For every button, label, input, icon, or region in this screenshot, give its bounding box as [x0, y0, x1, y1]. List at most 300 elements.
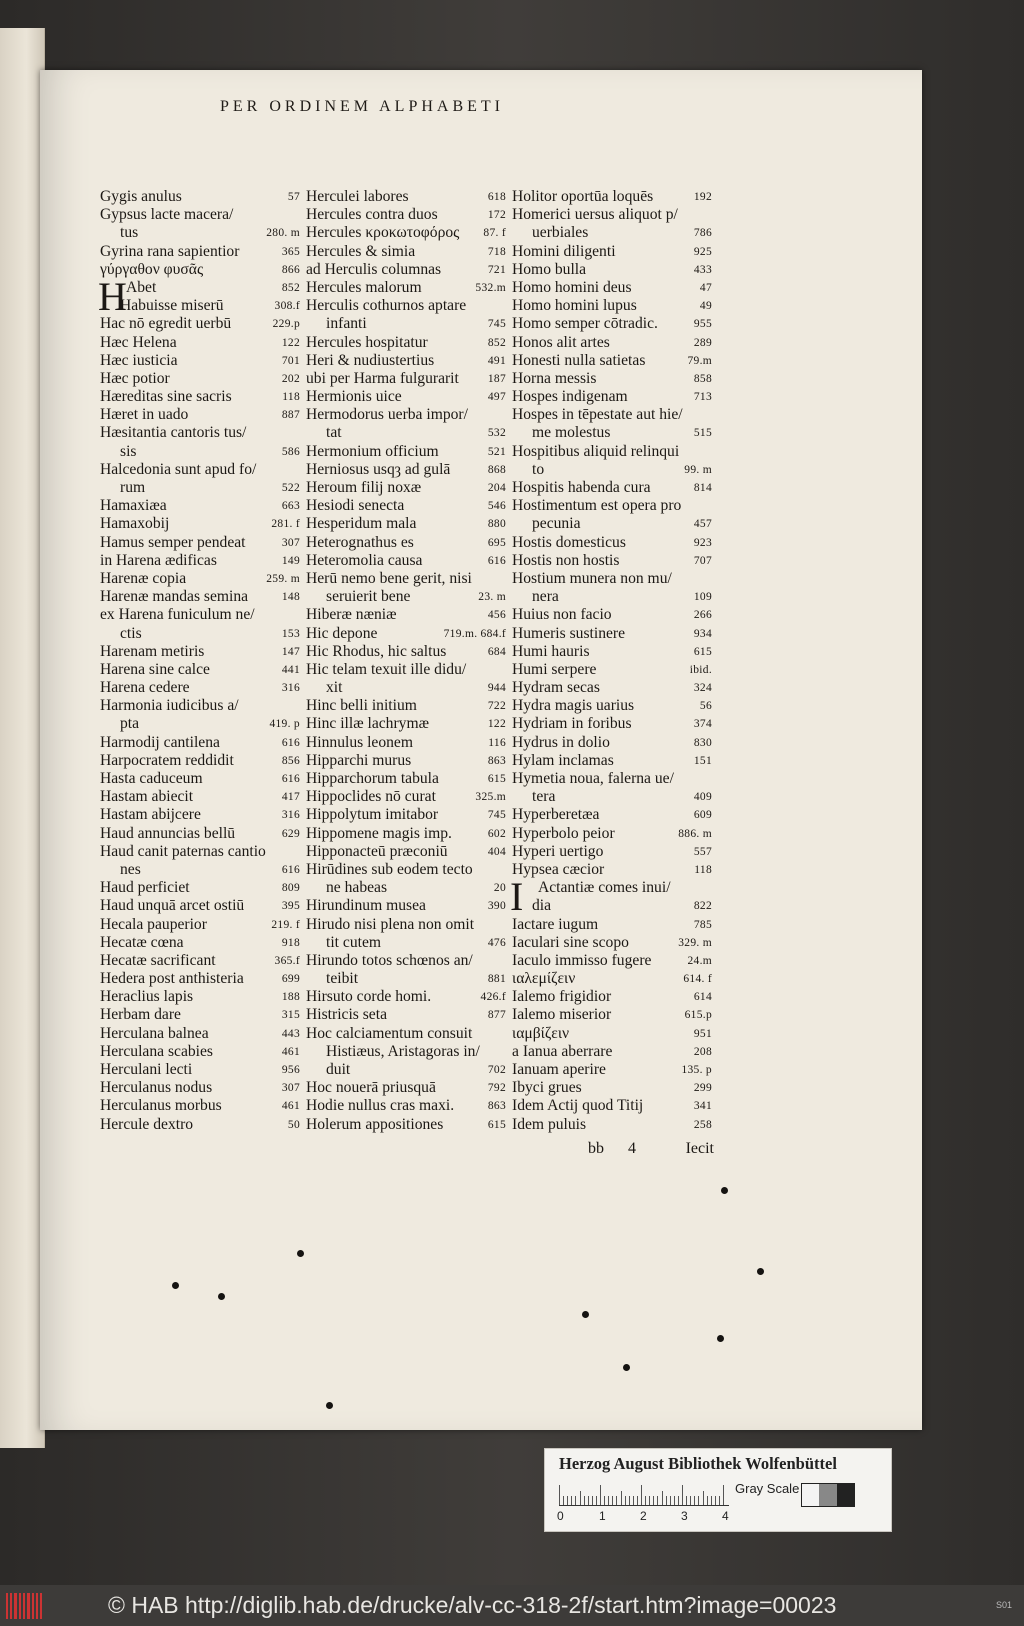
entry-text: Hospes in tēpestate aut hie/: [512, 406, 683, 424]
entry-reference: 886. m: [678, 827, 712, 840]
entry-text: Hodie nullus cras maxi.: [306, 1097, 455, 1115]
index-entry: [100, 334, 300, 352]
index-entry: [100, 1061, 300, 1079]
entry-text: Homerici uersus aliquot p/: [512, 206, 678, 224]
entry-reference: 586: [281, 445, 300, 458]
entry-reference: 745: [487, 809, 506, 822]
previous-page-edge: [0, 28, 45, 1448]
entry-reference: 441: [281, 663, 300, 676]
ruler-tick: [703, 1491, 704, 1505]
entry-reference: 858: [693, 372, 712, 385]
index-entry: [306, 606, 506, 624]
index-entry: [100, 534, 300, 552]
index-entry: [100, 879, 300, 897]
index-entry: [306, 679, 506, 697]
entry-reference: 329. m: [678, 936, 712, 949]
entry-reference: 532: [487, 427, 506, 440]
ruler-tick: [600, 1485, 601, 1505]
entry-reference: 122: [281, 336, 300, 349]
entry-text: Hirundo totos schœnos an/: [306, 951, 473, 969]
index-entry: [100, 1079, 300, 1097]
entry-text: γύργαθον φυσᾶς: [100, 260, 204, 278]
entry-reference: 57: [287, 191, 300, 203]
ruler-tick: [637, 1496, 638, 1505]
ruler-tick: [575, 1496, 576, 1505]
index-entry: [306, 788, 506, 806]
entry-text: Hirūdines sub eodem tecto: [306, 860, 473, 878]
entry-reference: 289: [693, 336, 712, 349]
entry-text: pecunia: [532, 515, 581, 533]
paper-hole: [582, 1311, 589, 1318]
entry-reference: 792: [487, 1082, 506, 1095]
entry-reference: 615: [693, 645, 712, 658]
index-entry: [100, 443, 300, 461]
entry-text: xit: [326, 679, 343, 697]
entry-reference: 461: [281, 1100, 300, 1113]
entry-text: Hamus semper pendeat: [100, 533, 246, 551]
entry-text: Hostis domesticus: [512, 533, 626, 551]
paper-hole: [218, 1293, 225, 1300]
entry-text: in Harena ædificas: [100, 551, 217, 569]
ruler-tick: [666, 1496, 667, 1505]
entry-text: Homo homini lupus: [512, 297, 637, 315]
index-entry: [512, 734, 712, 752]
entry-reference: 785: [693, 918, 712, 931]
index-entry: [306, 352, 506, 370]
entry-text: Hyperbolo peior: [512, 824, 615, 842]
entry-reference: 299: [693, 1082, 712, 1095]
ruler-tick: [596, 1496, 597, 1505]
entry-reference: 521: [487, 445, 506, 458]
index-entry: [306, 897, 506, 915]
entry-text: Hippomene magis imp.: [306, 824, 452, 842]
entry-reference: 546: [487, 500, 506, 513]
ruler-tick: [694, 1496, 695, 1505]
index-entry: [306, 479, 506, 497]
entry-reference: 307: [281, 1082, 300, 1095]
entry-text: Harmodij cantilena: [100, 733, 220, 751]
entry-text: Hipparchorum tabula: [306, 770, 439, 787]
entry-reference: 786: [693, 227, 712, 240]
entry-text: infanti: [326, 315, 367, 333]
index-entry: [512, 606, 712, 624]
entry-text: Ialemo miserior: [512, 1006, 612, 1024]
entry-text: Hercule dextro: [100, 1115, 194, 1133]
entry-reference: 395: [281, 900, 300, 913]
entry-text: Hostium munera non mu/: [512, 569, 672, 587]
index-entry: [306, 261, 506, 279]
entry-text: Gypsus lacte macera/: [100, 206, 234, 224]
index-entry: [306, 515, 506, 533]
entry-text: Hinc belli initium: [306, 697, 417, 715]
entry-reference: 280. m: [266, 227, 300, 240]
index-entry: [512, 916, 712, 934]
entry-text: Hostimentum est opera pro: [512, 497, 682, 515]
entry-text: rum: [120, 479, 146, 496]
entry-text: Iaculo immisso fugere: [512, 951, 652, 969]
index-entry: [512, 843, 712, 861]
ruler-tick: [715, 1496, 716, 1505]
entry-text: Hirundinum musea: [306, 897, 426, 915]
entry-reference: 202: [281, 372, 300, 385]
ruler-tick: [633, 1496, 634, 1505]
entry-text: ad Herculis columnas: [306, 260, 442, 278]
index-entry: [512, 1025, 712, 1043]
entry-text: Idem Actij quod Titij: [512, 1097, 644, 1115]
ruler-tick: [612, 1496, 613, 1505]
ruler-number: 2: [640, 1509, 647, 1523]
entry-reference: 629: [281, 827, 300, 840]
entry-reference: 616: [281, 773, 300, 785]
entry-text: Humi hauris: [512, 642, 590, 660]
entry-reference: 887: [281, 409, 300, 422]
entry-text: Holerum appositiones: [306, 1115, 444, 1133]
index-entry: [100, 188, 300, 206]
entry-text: ne habeas: [326, 879, 388, 897]
index-entry: [512, 188, 712, 206]
entry-text: ubi per Harma fulgurarit: [306, 369, 459, 387]
index-entry: [306, 934, 506, 952]
entry-reference: 99. m: [684, 463, 712, 476]
index-entry: [512, 952, 712, 970]
entry-text: Ibyci grues: [512, 1079, 582, 1097]
entry-reference: 852: [487, 336, 506, 349]
index-entry: [306, 243, 506, 261]
index-entry: [306, 1043, 506, 1061]
index-entry: [512, 788, 712, 806]
entry-reference: 443: [281, 1027, 300, 1040]
index-entry: [512, 424, 712, 442]
ruler-tick: [670, 1496, 671, 1505]
entry-text: Homo bulla: [512, 260, 587, 278]
entry-reference: ibid.: [689, 663, 712, 676]
entry-text: Hesiodi senecta: [306, 497, 405, 515]
entry-text: Hostis non hostis: [512, 551, 620, 569]
index-entry: [512, 625, 712, 643]
entry-text: Hypsea cæcior: [512, 860, 605, 878]
index-entry: [100, 606, 300, 624]
index-entry: [512, 315, 712, 333]
index-entry: [512, 661, 712, 679]
entry-reference: 259. m: [266, 572, 300, 585]
entry-reference: 135. p: [681, 1064, 712, 1076]
ruler-number: 1: [599, 1509, 606, 1523]
index-entry: [306, 661, 506, 679]
index-entry: [306, 424, 506, 442]
index-entry: [306, 297, 506, 315]
index-entry: [512, 770, 712, 788]
ruler-tick: [711, 1496, 712, 1505]
entry-reference: 923: [693, 536, 712, 549]
entry-text: Hyperi uertigo: [512, 842, 604, 860]
entry-reference: 457: [693, 518, 712, 531]
entry-text: duit: [326, 1061, 351, 1078]
ruler-number: 4: [722, 1509, 729, 1523]
index-entry: [512, 515, 712, 533]
index-entry: [512, 297, 712, 315]
entry-text: Hesperidum mala: [306, 515, 417, 533]
entry-reference: 713: [693, 391, 712, 404]
index-entry: [100, 243, 300, 261]
entry-text: Hospitis habenda cura: [512, 479, 651, 496]
entry-reference: 944: [487, 682, 506, 695]
entry-text: Harpocratem reddidit: [100, 751, 234, 769]
index-entry: [306, 952, 506, 970]
index-entry: [306, 188, 506, 206]
entry-text: Honesti nulla satietas: [512, 351, 646, 369]
ruler-tick: [698, 1496, 699, 1505]
entry-text: pta: [120, 715, 140, 733]
footer-bar: [0, 1585, 1024, 1626]
entry-text: Hinnulus leonem: [306, 733, 413, 751]
index-column-2: [306, 188, 506, 1134]
entry-reference: 814: [693, 482, 712, 494]
entry-reference: 918: [281, 936, 300, 949]
entry-text: Herculani lecti: [100, 1061, 193, 1078]
entry-text: Hastam abiecit: [100, 788, 194, 806]
entry-reference: 151: [693, 754, 712, 767]
entry-reference: 187: [487, 372, 506, 385]
entry-reference: 614. f: [683, 973, 712, 986]
entry-text: Humi serpere: [512, 660, 597, 678]
entry-reference: 616: [487, 554, 506, 567]
index-entry: [512, 643, 712, 661]
index-entry: [306, 588, 506, 606]
ruler-tick: [682, 1485, 683, 1505]
index-entry: [306, 825, 506, 843]
entry-reference: 419. p: [269, 718, 300, 731]
entry-text: Hyperberetæa: [512, 806, 600, 824]
ruler-number: 3: [681, 1509, 688, 1523]
index-entry: [306, 497, 506, 515]
entry-reference: 341: [693, 1100, 712, 1113]
index-entry: [512, 261, 712, 279]
entry-reference: 934: [693, 627, 712, 640]
entry-text: Hercules hospitatur: [306, 333, 428, 351]
entry-text: Heraclius lapis: [100, 988, 194, 1006]
index-entry: [100, 370, 300, 388]
index-entry: [100, 897, 300, 915]
index-entry: [512, 679, 712, 697]
index-entry: [100, 352, 300, 370]
index-entry: [306, 970, 506, 988]
index-entry: [306, 770, 506, 788]
entry-reference: 615: [487, 1118, 506, 1131]
entry-reference: 721: [487, 263, 506, 276]
entry-reference: 87. f: [483, 227, 506, 240]
entry-reference: 49: [699, 300, 712, 313]
entry-reference: 307: [281, 536, 300, 549]
ruler-tick: [584, 1496, 585, 1505]
ruler-tick: [608, 1496, 609, 1505]
entry-text: Hic depone: [306, 624, 378, 642]
entry-text: Iaculari sine scopo: [512, 933, 629, 951]
library-name: Herzog August Bibliothek Wolfenbüttel: [559, 1454, 837, 1473]
entry-text: me molestus: [532, 424, 611, 442]
index-entry: [306, 861, 506, 879]
entry-reference: 417: [281, 791, 300, 804]
index-entry: [512, 243, 712, 261]
index-entry: [512, 443, 712, 461]
paper-hole: [721, 1187, 728, 1194]
index-entry: [512, 570, 712, 588]
index-entry: [512, 934, 712, 952]
index-entry: [512, 406, 712, 424]
entry-reference: 149: [281, 554, 300, 567]
entry-text: Abet: [126, 278, 157, 296]
index-entry: [306, 715, 506, 733]
paper-hole: [172, 1282, 179, 1289]
entry-reference: 325.m: [475, 791, 506, 804]
entry-text: nes: [120, 860, 141, 878]
drop-initial: H: [98, 273, 127, 319]
entry-reference: 856: [281, 754, 300, 767]
index-entry: [100, 806, 300, 824]
index-entry: [100, 734, 300, 752]
entry-text: tus: [120, 224, 139, 242]
entry-reference: 722: [487, 700, 506, 713]
index-entry: [306, 752, 506, 770]
entry-text: ιαμβίζειν: [512, 1024, 570, 1042]
index-entry: [512, 370, 712, 388]
index-entry: [100, 1006, 300, 1024]
ruler-tick: [588, 1496, 589, 1505]
entry-reference: 390: [487, 900, 506, 913]
swatch-black: [837, 1484, 854, 1506]
ruler-tick: [625, 1496, 626, 1505]
index-entry: [306, 552, 506, 570]
entry-text: Hæc iusticia: [100, 351, 178, 369]
swatch-gray: [819, 1484, 836, 1506]
entry-reference: 316: [281, 682, 300, 695]
index-entry: [100, 497, 300, 515]
index-entry: [512, 897, 712, 915]
entry-reference: 219. f: [271, 918, 300, 931]
entry-text: dia: [532, 897, 552, 915]
ruler-tick: [678, 1496, 679, 1505]
entry-reference: 23. m: [478, 591, 506, 604]
entry-reference: 118: [694, 863, 712, 876]
paper-hole: [717, 1335, 724, 1342]
index-entry: [100, 952, 300, 970]
index-entry: [100, 461, 300, 479]
entry-reference: 718: [487, 245, 506, 258]
index-entry: [100, 1043, 300, 1061]
index-entry: [512, 206, 712, 224]
index-entry: [100, 661, 300, 679]
index-entry: [100, 643, 300, 661]
entry-text: Herculana scabies: [100, 1042, 213, 1060]
ruler: [559, 1483, 729, 1506]
index-entry: [512, 461, 712, 479]
index-entry: [306, 916, 506, 934]
entry-reference: 618: [487, 191, 506, 203]
index-entry: [306, 697, 506, 715]
catchwords-line: [588, 1140, 714, 1162]
barcode-icon: [6, 1593, 46, 1619]
entry-text: Heroum filij noxæ: [306, 479, 422, 496]
ruler-tick: [657, 1496, 658, 1505]
index-entry: [512, 806, 712, 824]
entry-reference: 557: [693, 845, 712, 858]
entry-text: ctis: [120, 624, 142, 642]
entry-reference: 695: [487, 536, 506, 549]
entry-reference: 866: [281, 263, 300, 276]
index-entry: [100, 515, 300, 533]
catchword: Iecit: [685, 1140, 714, 1157]
index-entry: [512, 715, 712, 733]
index-entry: [512, 1079, 712, 1097]
ruler-tick: [641, 1485, 642, 1505]
entry-text: Idem puluis: [512, 1115, 587, 1133]
ruler-tick: [653, 1496, 654, 1505]
entry-text: Hecatæ sacrificant: [100, 951, 216, 969]
entry-text: Harena sine calce: [100, 660, 210, 678]
index-entry: [512, 1061, 712, 1079]
entry-reference: 79.m: [687, 354, 712, 367]
index-entry: [306, 370, 506, 388]
entry-text: Hipponacteū præconiū: [306, 842, 448, 860]
entry-text: Hamaxiæa: [100, 497, 167, 515]
entry-text: Hac nō egredit uerbū: [100, 315, 232, 333]
entry-reference: 955: [693, 318, 712, 331]
entry-reference: 172: [487, 209, 506, 222]
entry-text: ex Harena funiculum ne/: [100, 606, 255, 624]
entry-text: Hirudo nisi plena non omit: [306, 915, 475, 933]
index-entry: [306, 879, 506, 897]
entry-text: Hydrus in dolio: [512, 733, 610, 751]
entry-reference: 863: [487, 754, 506, 767]
index-entry: [512, 497, 712, 515]
entry-reference: 684: [487, 645, 506, 658]
entry-text: Hæreditas sine sacris: [100, 388, 232, 406]
entry-text: Heri & nudiustertius: [306, 351, 435, 369]
ruler-tick: [571, 1496, 572, 1505]
ruler-tick: [686, 1496, 687, 1505]
index-entry: [306, 1025, 506, 1043]
entry-text: Hercules & simia: [306, 242, 416, 260]
entry-text: Hercules contra duos: [306, 206, 438, 224]
ruler-tick: [563, 1496, 564, 1505]
index-entry: [100, 479, 300, 497]
paper-hole: [623, 1364, 630, 1371]
entry-text: Ialemo frigidior: [512, 988, 612, 1006]
entry-reference: 192: [693, 191, 712, 203]
entry-text: ιαλεμίζειν: [512, 970, 576, 988]
entry-text: Homini diligenti: [512, 242, 616, 260]
index-entry: [100, 1116, 300, 1134]
entry-text: Hymetia noua, falerna ue/: [512, 770, 674, 787]
entry-text: Homo homini deus: [512, 278, 632, 296]
entry-text: sis: [120, 442, 137, 460]
index-entry: [100, 1025, 300, 1043]
entry-text: Hic telam texuit ille didu/: [306, 660, 467, 678]
entry-text: Herculanus morbus: [100, 1097, 222, 1115]
entry-text: Herculei labores: [306, 188, 409, 205]
index-column-1: [100, 188, 300, 1134]
grayscale-label: Gray Scale: [735, 1481, 800, 1496]
index-entry: [512, 224, 712, 242]
index-entry: [306, 443, 506, 461]
index-entry: [100, 224, 300, 242]
entry-reference: 409: [693, 791, 712, 804]
index-entry: [100, 770, 300, 788]
entry-reference: 615: [487, 773, 506, 785]
copyright-url[interactable]: © HAB http://diglib.hab.de/drucke/alv-cc-318-2f/start.htm?image=00023: [108, 1592, 837, 1618]
ruler-tick: [629, 1496, 630, 1505]
entry-reference: 852: [281, 281, 300, 294]
index-entry: [100, 843, 300, 861]
